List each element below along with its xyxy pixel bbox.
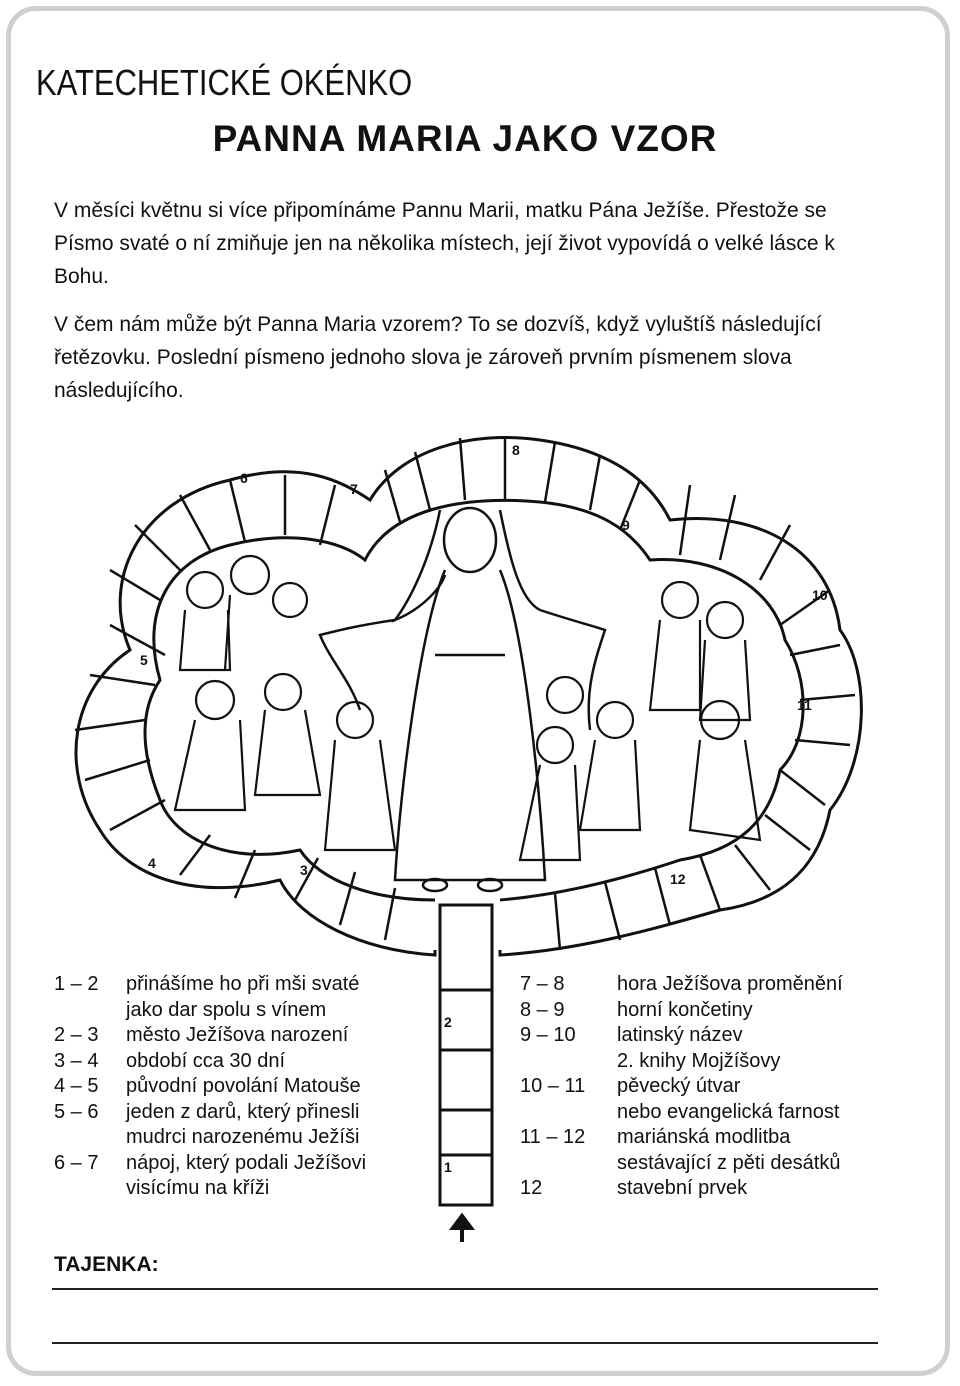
clue-number: 8 – 9 — [520, 998, 565, 1021]
clue-row — [520, 1074, 843, 1100]
clue-text: jako dar spolu s vínem — [126, 998, 327, 1021]
clue-row — [54, 972, 366, 998]
cell-number-1: 1 — [444, 1159, 452, 1175]
clue-number: 6 – 7 — [54, 1151, 99, 1174]
section-label: KATECHETICKÉ OKÉNKO — [36, 62, 413, 103]
track-inner-border — [145, 500, 803, 900]
clue-text: mariánská modlitba — [617, 1126, 791, 1148]
clue-row — [54, 1049, 366, 1075]
clue-row — [54, 1151, 366, 1177]
clue-number — [520, 1049, 617, 1075]
mary-figure — [320, 508, 605, 891]
clue-number: 9 – 10 — [520, 1024, 576, 1046]
track-cell-dividers — [75, 436, 855, 950]
clue-row — [520, 1049, 843, 1075]
clue-row — [520, 1151, 843, 1177]
intro-paragraph-1: V měsíci květnu si více připomínáme Pannu Marii, matku Pána Ježíše. Přestože se Písmo svaté o ní zmiňuje jen na několika místech, její život vypovídá o velké lásce k Bohu. — [54, 199, 835, 288]
cell-number-12: 12 — [670, 871, 686, 887]
clue-row — [520, 972, 843, 998]
cell-number-7: 7 — [350, 481, 358, 497]
page-title: PANNA MARIA JAKO VZOR — [212, 118, 718, 159]
clue-text: jeden z darů, který přinesli — [126, 1100, 360, 1123]
clue-text: stavební prvek — [617, 1177, 748, 1199]
clue-text: původní povolání Matouše — [126, 1075, 361, 1097]
answer-label: TAJENKA: — [54, 1253, 159, 1276]
cell-number-3: 3 — [300, 862, 308, 878]
clue-text: 2. knihy Mojžíšovy — [617, 1049, 781, 1072]
cell-number-10: 10 — [812, 587, 828, 603]
clue-number — [54, 1125, 126, 1151]
cell-number-2: 2 — [444, 1014, 452, 1030]
clue-number: 3 – 4 — [54, 1049, 99, 1072]
answer-line-1[interactable] — [52, 1288, 878, 1290]
clue-number: 12 — [520, 1177, 543, 1199]
clue-text: latinský název — [617, 1024, 743, 1046]
clue-number: 2 – 3 — [54, 1024, 99, 1046]
clue-text: mudrci narozenému Ježíši — [126, 1126, 360, 1148]
clue-text: hora Ježíšova proměnění — [617, 973, 843, 995]
clue-row — [520, 1023, 843, 1049]
clue-text: nápoj, který podali Ježíšovi — [126, 1151, 367, 1174]
clue-row — [520, 1125, 843, 1151]
clues-right-column — [520, 972, 843, 1202]
clue-number: 5 – 6 — [54, 1100, 99, 1123]
clue-row — [54, 1176, 366, 1202]
cell-number-8: 8 — [512, 442, 520, 458]
clue-row — [54, 1100, 366, 1126]
clue-number: 4 – 5 — [54, 1075, 99, 1097]
clue-row — [520, 998, 843, 1024]
clue-text: období cca 30 dní — [126, 1049, 286, 1072]
clue-text: visícímu na kříži — [126, 1177, 270, 1199]
clue-text: pěvecký útvar — [617, 1075, 741, 1097]
track-outer-border — [76, 438, 861, 956]
start-arrow-icon — [453, 1216, 471, 1242]
answer-line-2[interactable] — [52, 1342, 878, 1344]
clue-text: přinášíme ho při mši svaté — [126, 973, 360, 995]
clue-text: sestávající z pěti desátků — [617, 1151, 841, 1174]
intro-paragraph-2: V čem nám může být Panna Maria vzorem? To se dozvíš, když vyluštíš následující řetězovku. Poslední písmeno jednoho slova je zároveň prvním písmenem slova následujícího. — [54, 313, 822, 402]
clue-row — [54, 1023, 366, 1049]
clues-left-column — [54, 972, 366, 1202]
cell-number-9: 9 — [622, 517, 630, 533]
clue-row — [54, 1125, 366, 1151]
clue-number: 1 – 2 — [54, 973, 99, 995]
clue-number — [520, 1151, 617, 1177]
cell-number-4: 4 — [148, 855, 156, 871]
clue-row — [54, 1074, 366, 1100]
clue-number: 7 – 8 — [520, 973, 565, 995]
clue-number: 10 – 11 — [520, 1075, 586, 1097]
clue-text: město Ježíšova narození — [126, 1024, 349, 1046]
cell-number-11: 11 — [797, 697, 812, 713]
clue-text: horní končetiny — [617, 998, 753, 1021]
clue-row — [520, 1176, 843, 1202]
clue-number — [54, 998, 126, 1024]
clue-number — [54, 1176, 126, 1202]
clue-number — [520, 1100, 617, 1126]
clue-number: 11 – 12 — [520, 1126, 586, 1148]
clue-row — [54, 998, 366, 1024]
clue-row — [520, 1100, 843, 1126]
cell-number-6: 6 — [240, 470, 248, 486]
children-figures — [175, 556, 760, 860]
clue-text: nebo evangelická farnost — [617, 1100, 840, 1123]
cell-number-5: 5 — [140, 652, 148, 668]
